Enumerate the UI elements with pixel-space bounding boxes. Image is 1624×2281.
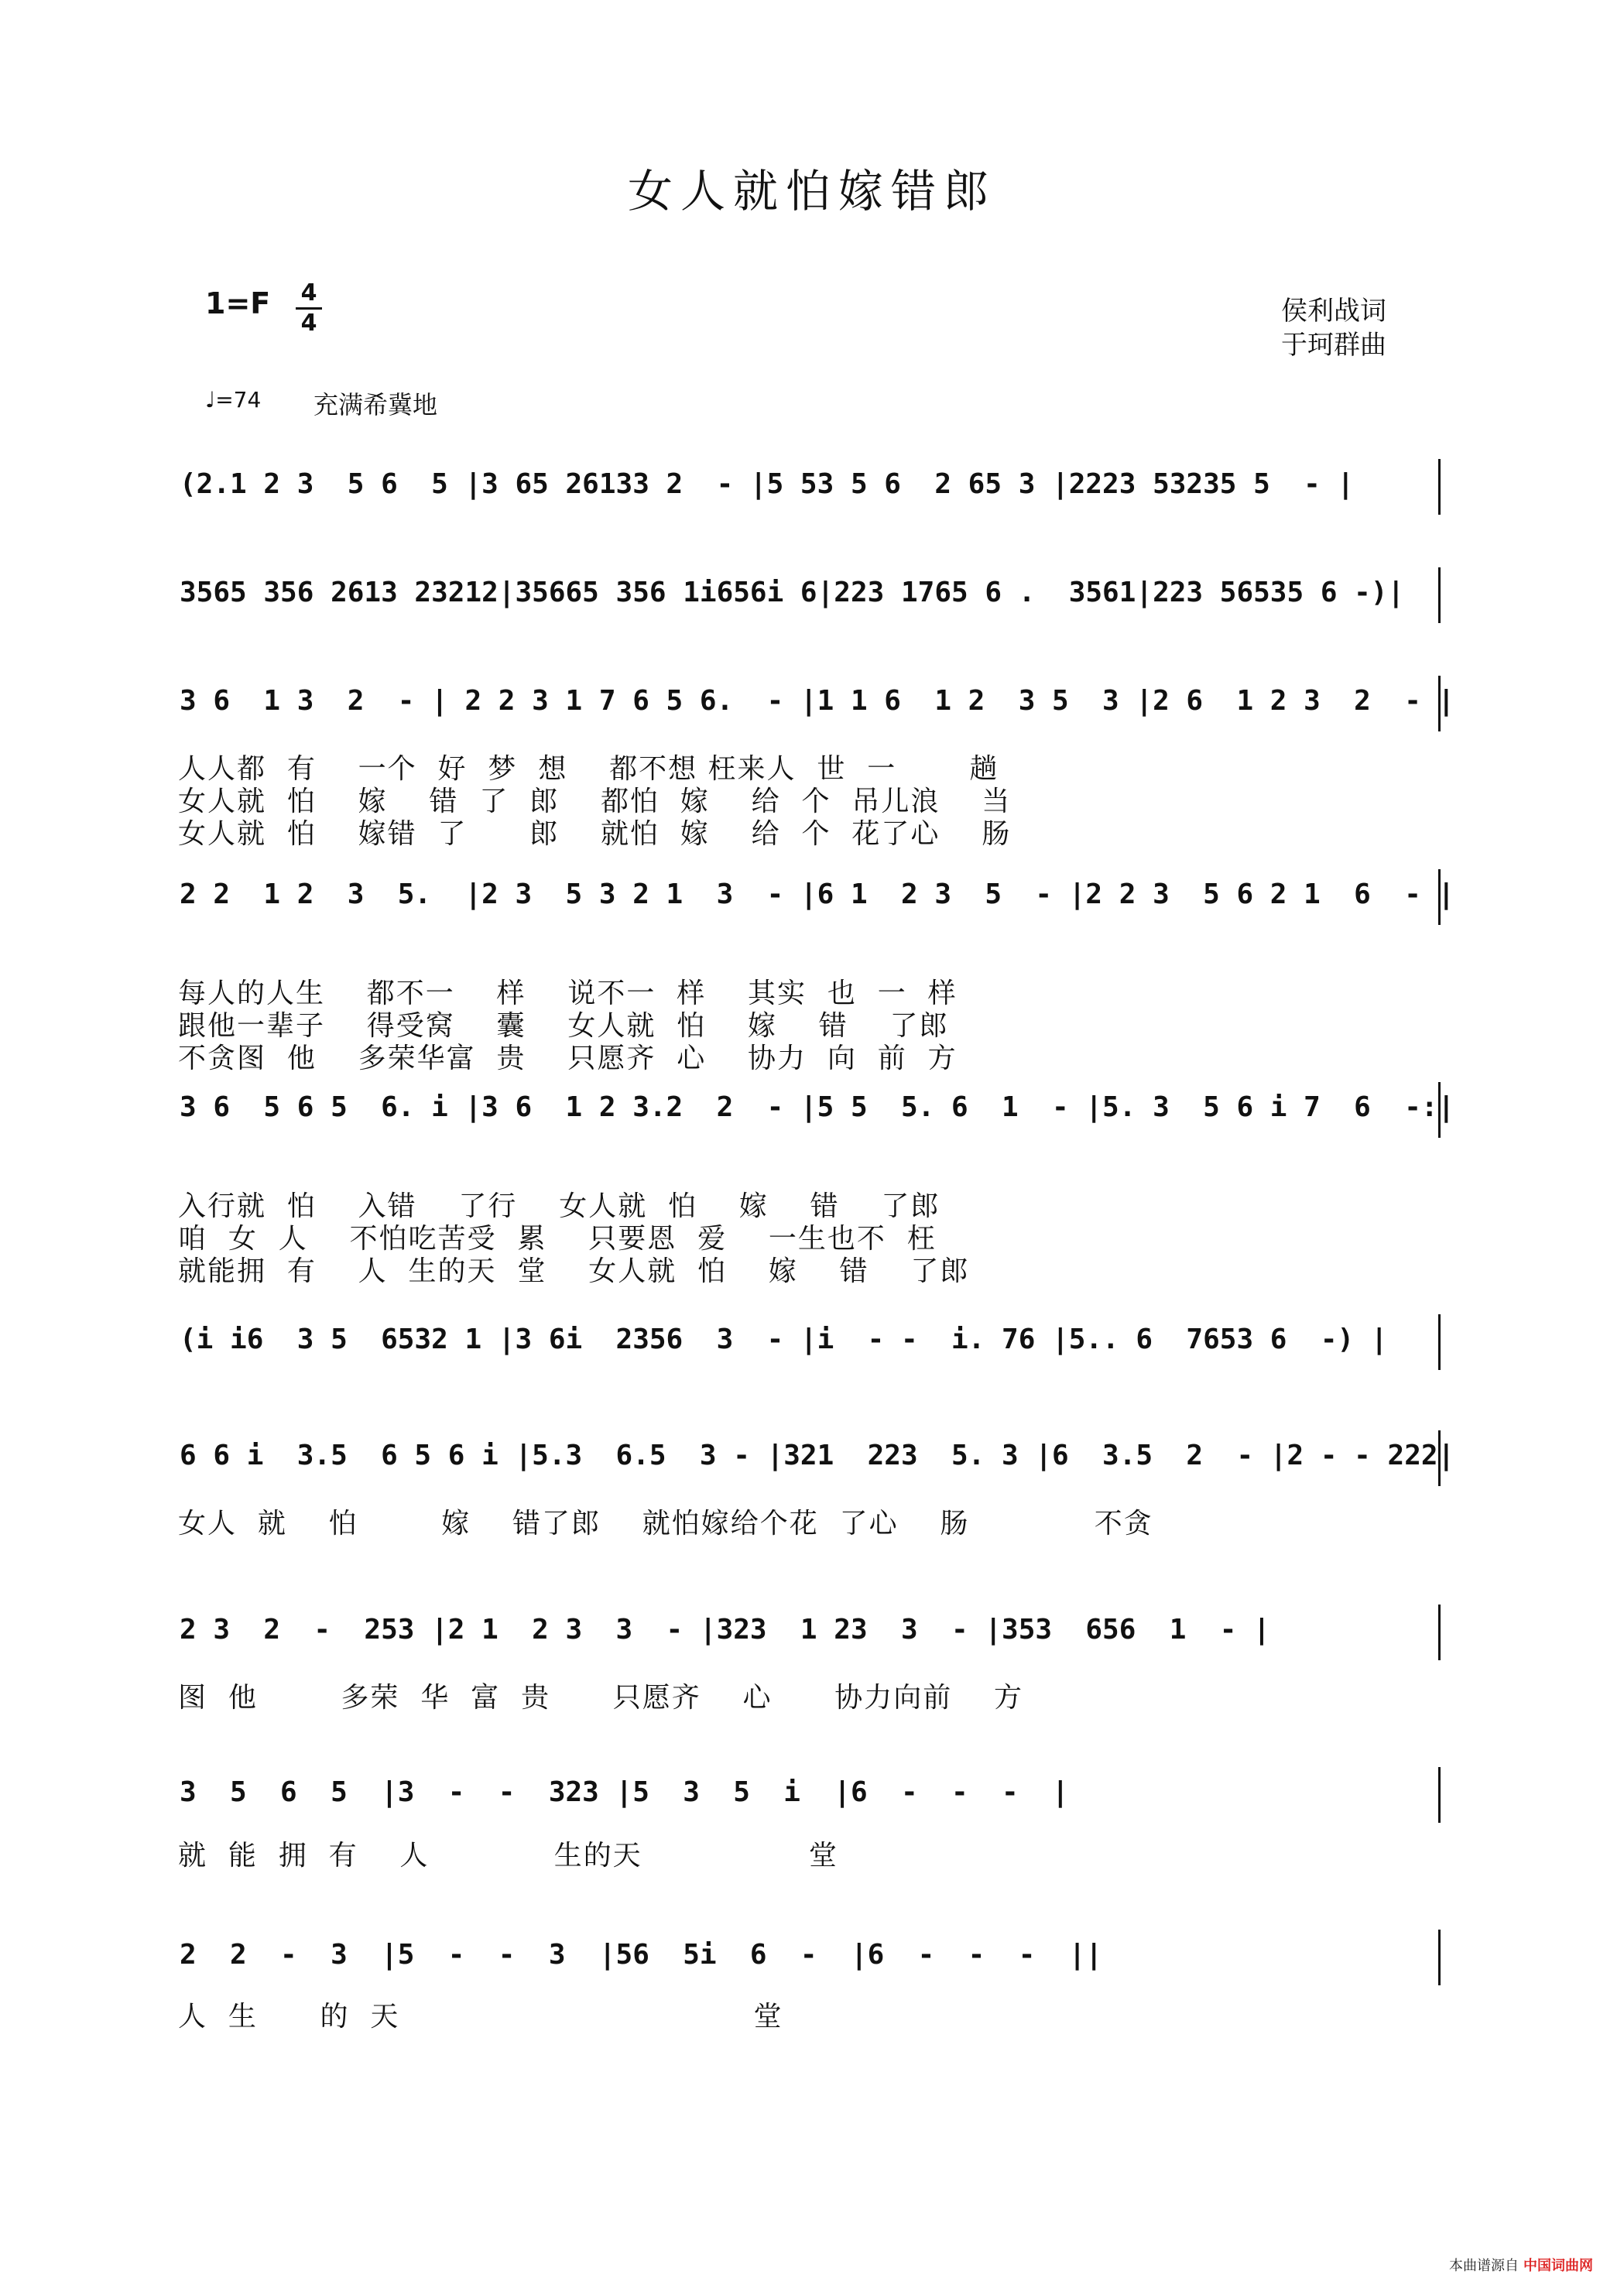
expression-marking: 充满希冀地 <box>313 390 438 420</box>
notation-line: (i i6 3 5 6532 1 |3 6i 2356 3 - |i - - i. 76 |5.. 6 7653 6 -) | <box>180 1324 1388 1355</box>
notation-line: 6 6 i 3.5 6 5 6 i |5.3 6.5 3 - |321 223 5. 3 |6 3.5 2 - |2 - - 222| <box>180 1440 1455 1471</box>
notation-line: 3 6 5 6 5 6. i |3 6 1 2 3.2 2 - |5 5 5. 6 1 - |5. 3 5 6 i 7 6 -:| <box>180 1091 1455 1123</box>
left-edge-watermark <box>3 0 11 2281</box>
notation-line: 3 5 6 5 |3 - - 323 |5 3 5 i |6 - - - | <box>180 1776 1069 1808</box>
lyric-line: 就能拥 有 人 生的天 堂 女人就 怕 嫁 错 了郎 <box>178 1255 970 1287</box>
footer-site: 中国词曲网 <box>1523 2258 1593 2274</box>
key-signature: 1=F <box>205 286 271 320</box>
lyric-line: 咱 女 人 不怕吃苦受 累 只要恩 爱 一生也不 枉 <box>178 1223 937 1255</box>
tempo-marking: ♩=74 <box>205 387 262 413</box>
composer-credit: 于珂群曲 <box>1281 330 1386 361</box>
notation-line: (2.1 2 3 5 6 5 |3 65 26133 2 - |5 53 5 6 2 65 3 |2223 53235 5 - | <box>180 468 1355 500</box>
notation-line: 2 2 1 2 3 5. |2 3 5 3 2 1 3 - |6 1 2 3 5 - |2 2 3 5 6 2 1 6 - | <box>180 878 1455 910</box>
notation-line: 2 2 - 3 |5 - - 3 |56 5i 6 - |6 - - - || <box>180 1939 1103 1971</box>
footer <box>1449 2255 1593 2275</box>
lyricist-credit: 侯利战词 <box>1281 296 1386 327</box>
notation-line: 3565 356 2613 23212|35665 356 1i656i 6|223 1765 6 . 3561|223 56535 6 -)| <box>180 577 1405 608</box>
lyric-line: 跟他一辈子 得受窝 囊 女人就 怕 嫁 错 了郎 <box>178 1010 949 1042</box>
lyric-line: 不贪图 他 多荣华富 贵 只愿齐 心 协力 向 前 方 <box>178 1043 958 1074</box>
lyric-line: 女人就 怕 嫁 错 了 郎 都怕 嫁 给 个 吊儿浪 当 <box>178 786 1012 817</box>
right-edge-watermark <box>1613 0 1621 2281</box>
lyric-line: 人 生 的 天 堂 <box>178 2001 783 2033</box>
lyric-line: 图 他 多荣 华 富 贵 只愿齐 心 协力向前 方 <box>178 1682 1023 1714</box>
lyric-line: 女人就 怕 嫁错 了 郎 就怕 嫁 给 个 花了心 肠 <box>178 818 1012 850</box>
lyric-line: 就 能 拥 有 人 生的天 堂 <box>178 1840 838 1872</box>
lyric-line: 人人都 有 一个 好 梦 想 都不想 枉来人 世 一 趟 <box>178 753 999 785</box>
lyric-line: 女人 就 怕 嫁 错了郎 就怕嫁给个花 了心 肠 不贪 <box>178 1508 1153 1540</box>
time-signature <box>296 280 322 337</box>
notation-line: 3 6 1 3 2 - | 2 2 3 1 7 6 5 6. - |1 1 6 1 2 3 5 3 |2 6 1 2 3 2 - | <box>180 685 1455 717</box>
time-signature-bottom: 4 <box>300 310 317 337</box>
lyric-line: 入行就 怕 入错 了行 女人就 怕 嫁 错 了郎 <box>178 1190 940 1222</box>
time-signature-top: 4 <box>300 279 317 307</box>
footer-source: 本曲谱源自 <box>1449 2258 1519 2274</box>
lyric-line: 每人的人生 都不一 样 说不一 样 其实 也 一 样 <box>178 978 958 1009</box>
notation-line: 2 3 2 - 253 |2 1 2 3 3 - |323 1 23 3 - |353 656 1 - | <box>180 1614 1270 1646</box>
credits <box>1281 294 1386 362</box>
page-title: 女人就怕嫁错郎 <box>627 165 996 217</box>
